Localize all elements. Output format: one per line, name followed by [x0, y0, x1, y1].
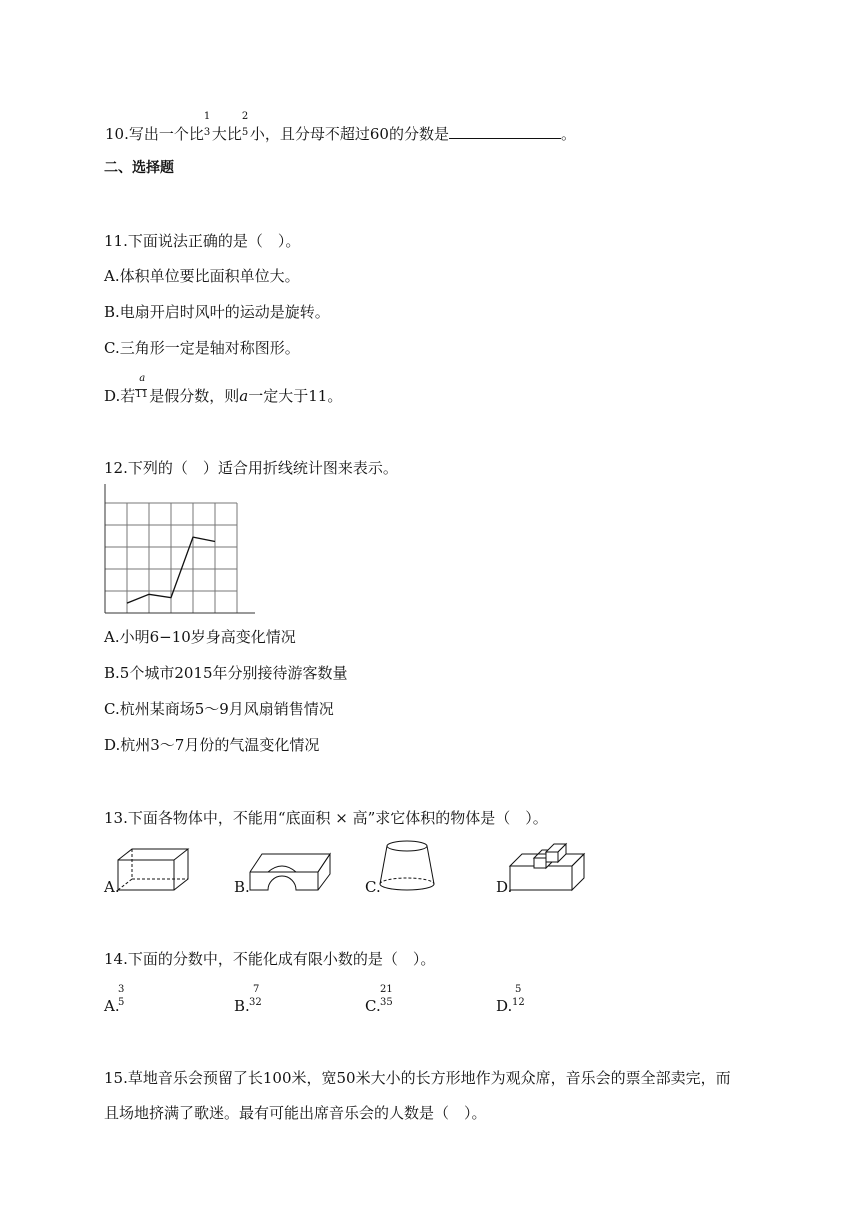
q10-suffix: 小，且分母不超过60的分数是	[249, 125, 449, 143]
line-chart	[95, 480, 265, 620]
q11-option-d	[104, 373, 343, 406]
question-13-stem: 13.下面各物体中，不能用“底面积 × 高”求它体积的物体是（ ）。	[104, 809, 548, 827]
q11-option-b: B.电扇开启时风叶的运动是旋转。	[104, 303, 330, 321]
question-15-line-1: 15.草地音乐会预留了长100米，宽50米大小的长方形地作为观众席，音乐会的票全部卖完，而	[104, 1069, 731, 1087]
q12-option-c: C.杭州某商场5～9月风扇销售情况	[104, 700, 334, 718]
q12-option-b: B.5个城市2015年分别接待游客数量	[104, 664, 348, 682]
section-heading: 二、选择题	[104, 160, 174, 176]
question-14-stem: 14.下面的分数中，不能化成有限小数的是（ ）。	[104, 950, 436, 968]
q10-mid: 大比	[211, 125, 242, 143]
q10-fraction-1: 1 3	[203, 111, 211, 138]
q13-option-b-label: B.	[234, 878, 250, 896]
q12-option-a: A.小明6−10岁身高变化情况	[104, 628, 296, 646]
answer-blank[interactable]	[449, 124, 561, 139]
question-12-stem: 12.下列的（ ）适合用折线统计图来表示。	[104, 459, 398, 477]
q11-d-suffix: 一定大于11。	[248, 387, 343, 405]
q10-prefix: 10.写出一个比	[105, 125, 204, 143]
question-11-stem: 11.下面说法正确的是（ ）。	[104, 232, 301, 250]
q11-d-mid: 是假分数，则	[149, 387, 240, 405]
q13-option-d-label: D.	[496, 878, 513, 896]
q11-d-fraction: $\frac{a}{11}$	[135, 373, 148, 400]
q14-option-b: B.	[234, 997, 250, 1015]
stepped-block-figure	[508, 840, 588, 894]
q10-end: 。	[560, 125, 576, 143]
q11-option-c: C.三角形一定是轴对称图形。	[104, 339, 300, 357]
frustum-figure	[377, 838, 437, 894]
question-15-line-2: 且场地挤满了歌迷。最有可能出席音乐会的人数是（ ）。	[104, 1104, 487, 1122]
q10-fraction-2: 2 5	[241, 111, 249, 138]
q11-d-prefix: D.若	[104, 387, 136, 405]
arch-figure	[248, 850, 332, 892]
cuboid-figure	[116, 846, 192, 894]
q14-option-c: C.	[365, 997, 381, 1015]
q11-d-var: a	[239, 387, 249, 405]
q11-option-a: A.体积单位要比面积单位大。	[104, 267, 300, 285]
q14-option-d: D.	[496, 997, 513, 1015]
question-10	[105, 111, 576, 144]
q14-option-a: A.	[104, 997, 120, 1015]
q13-option-c-label: C.	[365, 878, 381, 896]
q13-option-a-label: A.	[104, 878, 120, 896]
q12-option-d: D.杭州3～7月份的气温变化情况	[104, 736, 320, 754]
